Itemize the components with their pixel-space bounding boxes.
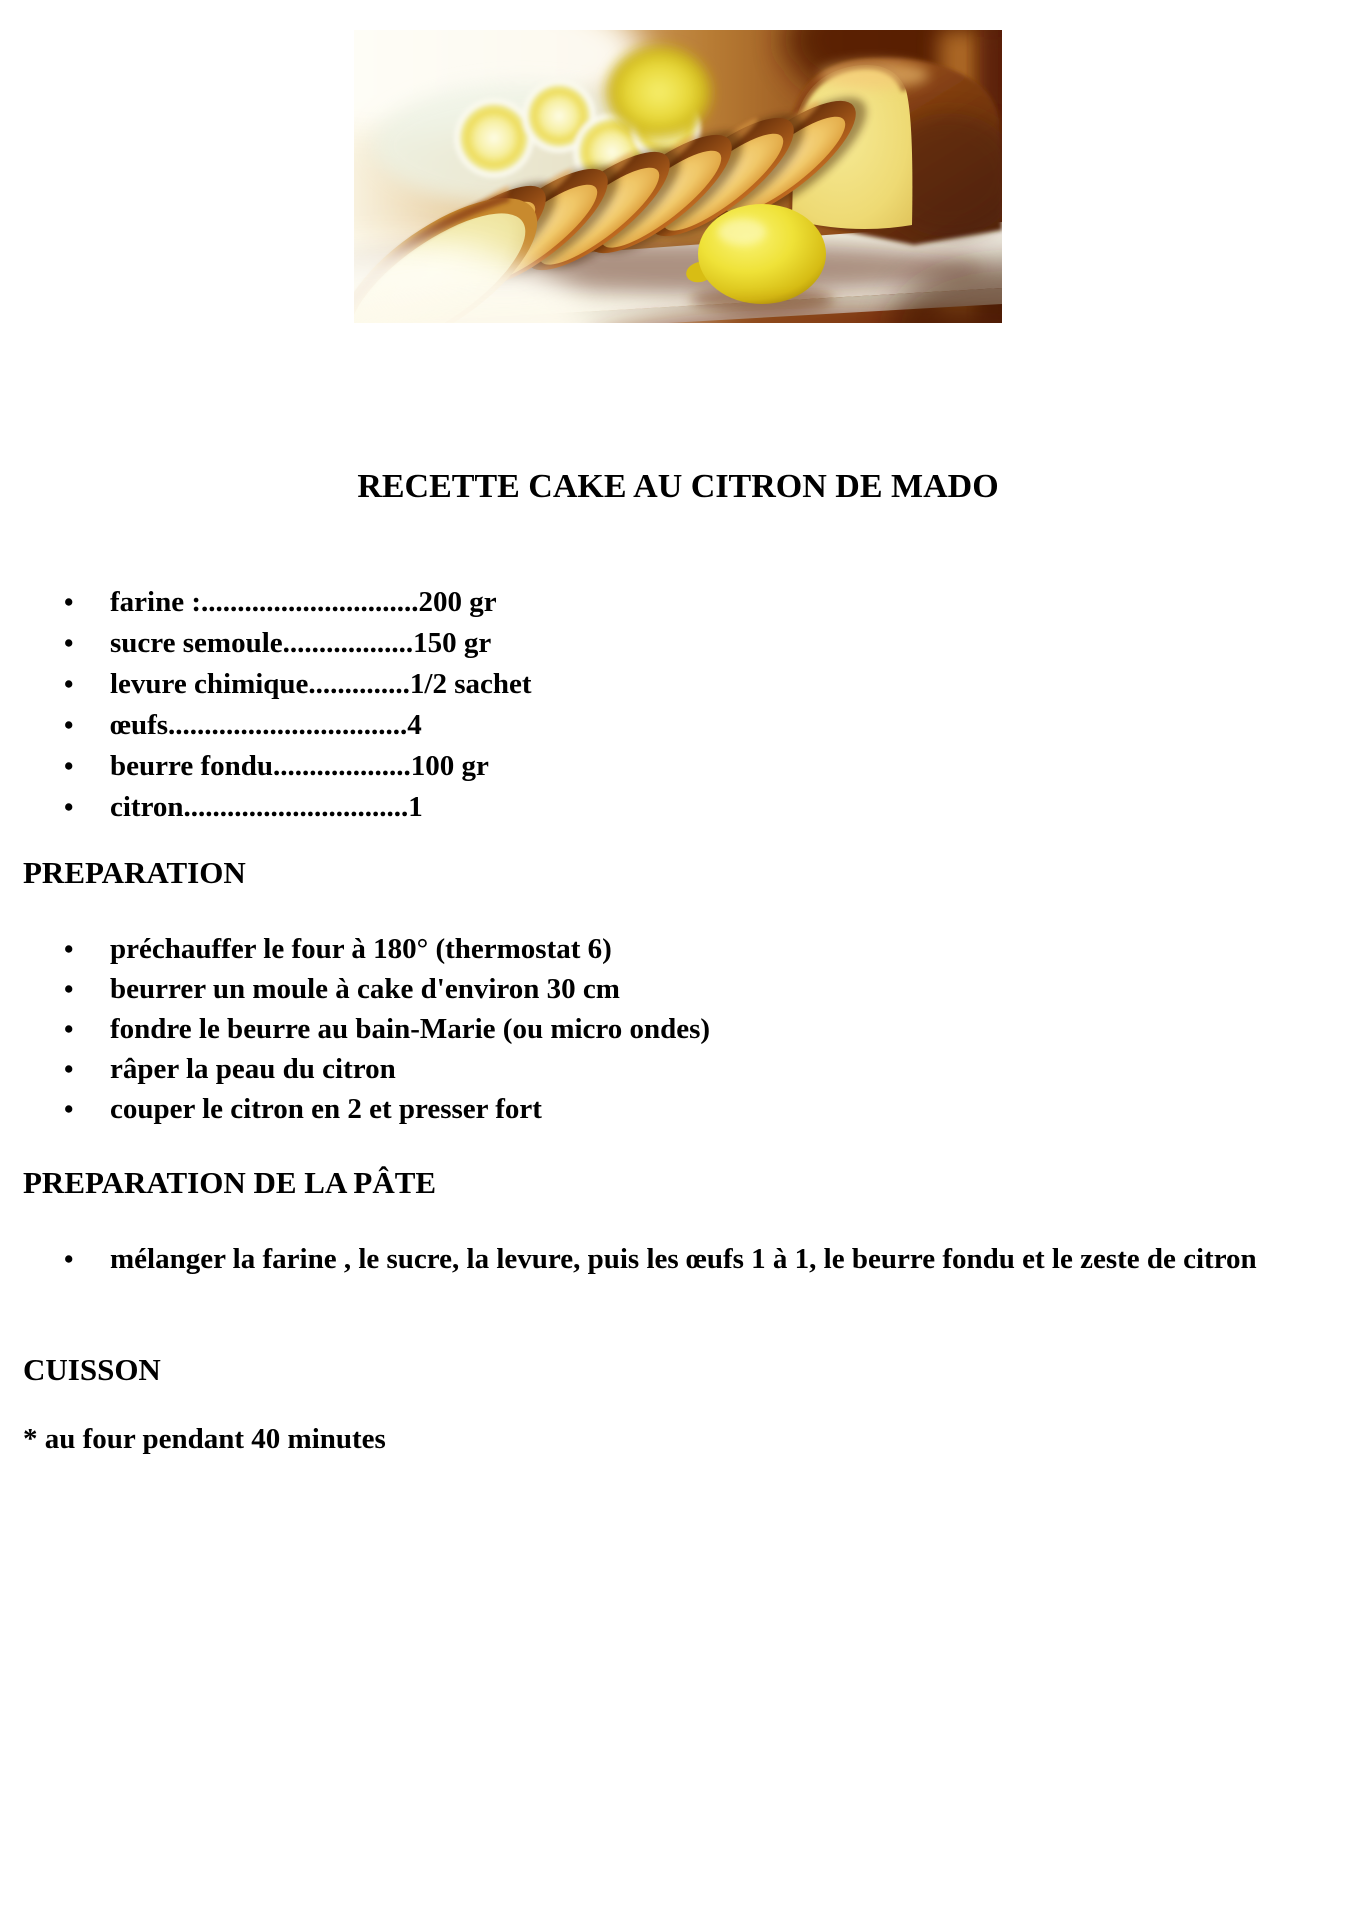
ingredient-text: citron...............................1: [110, 791, 423, 823]
section-heading-preparation: PREPARATION: [23, 855, 246, 890]
list-item: [0, 705, 532, 746]
bullet-icon: •: [64, 1014, 74, 1044]
step-text: mélanger la farine , le sucre, la levure, puis les œufs 1 à 1, le beurre fondu et le zeste de citron: [110, 1243, 1257, 1275]
bullet-icon: •: [64, 751, 74, 781]
list-item: [0, 929, 710, 969]
cuisson-note: * au four pendant 40 minutes: [23, 1423, 386, 1455]
page-title: RECETTE CAKE AU CITRON DE MADO: [357, 468, 999, 505]
list-item: [0, 746, 532, 787]
ingredient-text: œufs.................................4: [110, 709, 422, 741]
step-text: fondre le beurre au bain-Marie (ou micro ondes): [110, 1013, 711, 1045]
step-text: couper le citron en 2 et presser fort: [110, 1093, 542, 1125]
bullet-icon: •: [64, 974, 74, 1004]
bullet-icon: •: [64, 792, 74, 822]
list-item: [0, 1239, 1257, 1280]
bullet-icon: •: [64, 934, 74, 964]
lemon-cake-photo-svg: [354, 30, 1002, 323]
pate-steps-list: [0, 1239, 1257, 1280]
bullet-icon: •: [64, 669, 74, 699]
list-item: [0, 1089, 710, 1129]
list-item: [0, 1009, 710, 1049]
ingredient-text: sucre semoule..................150 gr: [110, 627, 492, 659]
ingredient-text: beurre fondu...................100 gr: [110, 750, 489, 782]
bullet-icon: •: [64, 710, 74, 740]
lemon-background: [607, 46, 711, 138]
step-text: râper la peau du citron: [110, 1053, 396, 1085]
lemon-cake-photo: [354, 30, 1002, 323]
bullet-icon: •: [64, 587, 74, 617]
ingredient-text: levure chimique..............1/2 sachet: [110, 668, 532, 700]
step-text: préchauffer le four à 180° (thermostat 6): [110, 933, 612, 965]
bullet-icon: •: [64, 628, 74, 658]
list-item: [0, 1049, 710, 1089]
step-text: beurrer un moule à cake d'environ 30 cm: [110, 973, 620, 1005]
section-heading-cuisson: CUISSON: [23, 1352, 161, 1387]
list-item: [0, 623, 532, 664]
section-heading-pate: PREPARATION DE LA PÂTE: [23, 1165, 437, 1200]
list-item: [0, 787, 532, 828]
ingredients-list: [0, 582, 532, 828]
list-item: [0, 582, 532, 623]
bullet-icon: •: [64, 1094, 74, 1124]
ingredient-text: farine :..............................200 gr: [110, 586, 497, 618]
bullet-icon: •: [64, 1054, 74, 1084]
bullet-icon: •: [64, 1244, 74, 1274]
preparation-steps-list: [0, 929, 710, 1129]
list-item: [0, 969, 710, 1009]
list-item: [0, 664, 532, 705]
